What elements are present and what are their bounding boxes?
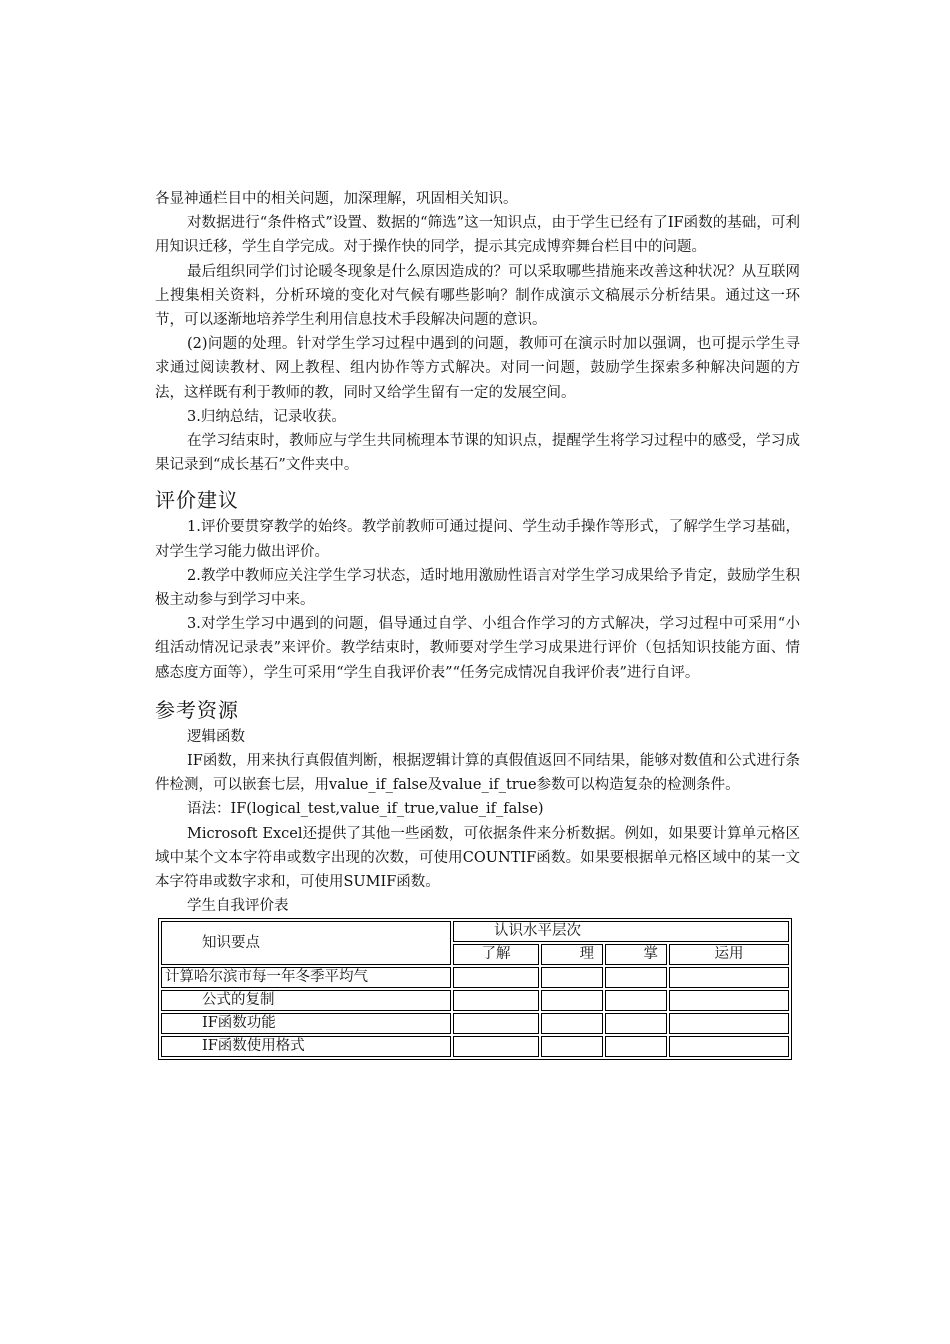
intro-paragraph-3: 最后组织同学们讨论暖冬现象是什么原因造成的？可以采取哪些措施来改善这种状况？从互联网上搜集相关资料，分析环境的变化对气候有哪些影响？制作成演示文稿展示分析结果。通过这一环节，可以逐渐地培养学生利用信息技术手段解决问题的意识。 bbox=[155, 263, 800, 329]
table-cell[interactable] bbox=[541, 990, 603, 1011]
table-row bbox=[161, 990, 789, 1011]
table-cell[interactable] bbox=[669, 990, 789, 1011]
table-row-label: IF函数使用格式 bbox=[161, 1036, 451, 1057]
table-cell[interactable] bbox=[605, 990, 667, 1011]
intro-paragraph-5: 3.归纳总结，记录收获。 bbox=[187, 408, 346, 425]
table-cell[interactable] bbox=[669, 1013, 789, 1034]
level-header-understand: 了解 bbox=[453, 944, 539, 965]
table-cell[interactable] bbox=[541, 1013, 603, 1034]
table-row-label: IF函数功能 bbox=[161, 1013, 451, 1034]
table-cell[interactable] bbox=[453, 967, 539, 988]
intro-paragraph-4: (2)问题的处理。针对学生学习过程中遇到的问题，教师可在演示时加以强调，也可提示学生寻求通过阅读教材、网上教程、组内协作等方式解决。对同一问题，鼓励学生探索多种解决问题的方法，这样既有利于教师的教，同时又给学生留有一定的发展空间。 bbox=[155, 336, 800, 401]
evaluation-paragraph-2: 2.教学中教师应关注学生学习状态，适时地用激励性语言对学生学习成果给予肯定，鼓励学生积极主动参与到学习中来。 bbox=[155, 567, 800, 609]
table-header-row bbox=[161, 921, 789, 942]
table-cell[interactable] bbox=[669, 967, 789, 988]
table-row bbox=[161, 967, 789, 988]
self-evaluation-table bbox=[158, 918, 792, 1060]
knowledge-point-header: 知识要点 bbox=[161, 921, 451, 965]
resources-paragraph-2: IF函数，用来执行真假值判断，根据逻辑计算的真假值返回不同结果，能够对数值和公式进行条件检测，可以嵌套七层，用value_if_false及value_if_true参数可以构造复杂的检测条件。 bbox=[155, 753, 800, 794]
table-row bbox=[161, 1036, 789, 1057]
resources-paragraph-1: 逻辑函数 bbox=[187, 728, 245, 745]
section-heading-resources: 参考资源 bbox=[155, 697, 239, 722]
table-cell[interactable] bbox=[605, 1036, 667, 1057]
resources-paragraph-3: 语法：IF(logical_test,value_if_true,value_if_false) bbox=[187, 801, 544, 818]
table-row-label: 计算哈尔滨市每一年冬季平均气 bbox=[161, 967, 451, 988]
level-group-header: 认识水平层次 bbox=[453, 921, 789, 942]
table-caption: 学生自我评价表 bbox=[187, 898, 289, 915]
document-page bbox=[155, 187, 800, 1060]
table-cell[interactable] bbox=[541, 1036, 603, 1057]
table-cell[interactable] bbox=[669, 1036, 789, 1057]
intro-paragraph-6: 在学习结束时，教师应与学生共同梳理本节课的知识点，提醒学生将学习过程中的感受，学习成果记录到“成长基石”文件夹中。 bbox=[155, 433, 800, 474]
level-header-apply: 运用 bbox=[669, 944, 789, 965]
table-cell[interactable] bbox=[541, 967, 603, 988]
evaluation-paragraph-3: 3.对学生学习中遇到的问题，倡导通过自学、小组合作学习的方式解决，学习过程中可采用“小组活动情况记录表”来评价。教学结束时，教师要对学生学习成果进行评价（包括知识技能方面、情感态度方面等），学生可采用“学生自我评价表”“任务完成情况自我评价表”进行自评。 bbox=[155, 616, 800, 681]
table-cell[interactable] bbox=[605, 1013, 667, 1034]
intro-paragraph-2: 对数据进行“条件格式”设置、数据的“筛选”这一知识点，由于学生已经有了IF函数的基础，可利用知识迁移，学生自学完成。对于操作快的同学，提示其完成博弈舞台栏目中的问题。 bbox=[155, 215, 800, 256]
resources-paragraph-4: Microsoft Excel还提供了其他一些函数，可依据条件来分析数据。例如，如果要计算单元格区域中某个文本字符串或数字出现的次数，可使用COUNTIF函数。如果要根据单元格区域中的某一文本字符串或数字求和，可使用SUMIF函数。 bbox=[155, 825, 800, 891]
table-cell[interactable] bbox=[453, 990, 539, 1011]
table-row bbox=[161, 1013, 789, 1034]
table-cell[interactable] bbox=[453, 1013, 539, 1034]
table-cell[interactable] bbox=[605, 967, 667, 988]
level-header-comprehend: 理 bbox=[541, 944, 603, 965]
evaluation-paragraph-1: 1.评价要贯穿教学的始终。教学前教师可通过提问、学生动手操作等形式，了解学生学习基础，对学生学习能力做出评价。 bbox=[155, 519, 800, 560]
table-row-label: 公式的复制 bbox=[161, 990, 451, 1011]
level-header-master: 掌 bbox=[605, 944, 667, 965]
table-cell[interactable] bbox=[453, 1036, 539, 1057]
intro-paragraph-1: 各显神通栏目中的相关问题，加深理解，巩固相关知识。 bbox=[155, 191, 518, 207]
section-heading-evaluation: 评价建议 bbox=[155, 488, 239, 513]
